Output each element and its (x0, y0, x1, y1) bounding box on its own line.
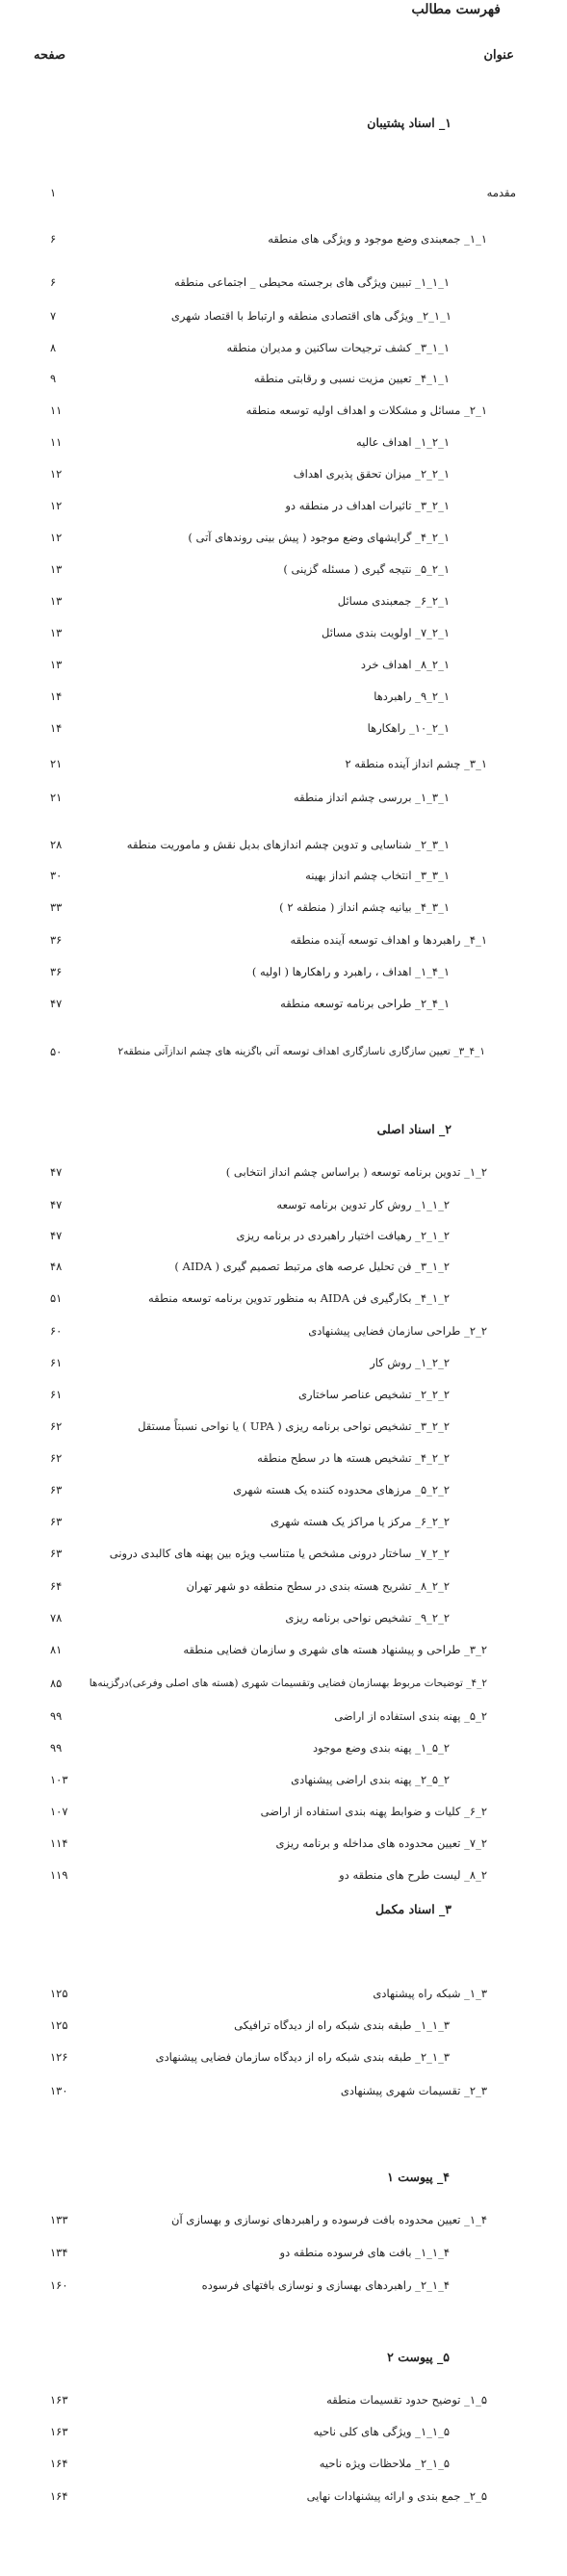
toc-entry (0, 1448, 567, 1468)
toc-entry-title: ۱_۴_۲_ طراحی برنامه توسعه منطقه (280, 997, 450, 1010)
toc-entry (0, 898, 567, 917)
toc-entry (0, 994, 567, 1013)
toc-entry-page-number: ۱ (50, 186, 57, 199)
toc-entry-title: ۵_۱_ توضیح حدود تقسیمات منطقه (326, 2393, 487, 2407)
toc-entry-page-number: ۱۱ (50, 435, 63, 449)
toc-entry-title: ۲_۵_ پهنه بندی استفاده از اراضی (334, 1709, 487, 1723)
toc-entry (0, 1834, 567, 1853)
toc-entry (0, 1706, 567, 1726)
toc-entry-page-number: ۶۳ (50, 1483, 63, 1496)
toc-entry-page-number: ۸۱ (50, 1643, 63, 1656)
toc-entry-page-number: ۹۹ (50, 1709, 63, 1723)
toc-entry-title: ۳_۱_۲_ طبقه بندی شبکه راه از دیدگاه سازمان فضایی پیشنهادی (155, 2050, 450, 2064)
toc-entry-page-number: ۸ (50, 341, 57, 354)
toc-entry-title: ۵_ پیوست ۲ (387, 2350, 450, 2364)
toc-entry-title: ۲_۲_۶_ مرکز یا مراکز یک هسته شهری (270, 1515, 450, 1528)
toc-entry-title: ۲_۱_۱_ روش کار تدوین برنامه توسعه (276, 1198, 450, 1211)
toc-entry-title: ۲_۲_۷_ ساختار درونی مشخص یا متناسب ویژه بین پهنه های کالبدی درونی (109, 1547, 450, 1560)
toc-entry (0, 2047, 567, 2067)
toc-entry (0, 1576, 567, 1596)
toc-entry-title: ۱_۲_۸_ اهداف خرد (360, 658, 450, 671)
toc-entry-title: ۲_۲_۸_ تشریح هسته بندی در سطح منطقه دو شهر تهران (186, 1579, 450, 1593)
toc-section-heading (0, 1120, 567, 1139)
toc-entry (0, 1802, 567, 1821)
toc-entry (0, 835, 567, 854)
toc-entry-title: ۱_۴_۱_ اهداف ، راهبرد و راهکارها ( اولیه ) (251, 965, 450, 978)
toc-section-heading (0, 114, 567, 133)
toc-entry (0, 2454, 567, 2473)
toc-entry-title: ۲_۱_ تدوین برنامه توسعه ( براساس چشم انداز انتخابی ) (225, 1165, 487, 1179)
toc-entry (0, 591, 567, 611)
toc-entry-title: ۲_۳_ طراحی و پیشنهاد هسته های شهری و سازمان فضایی منطقه (183, 1643, 487, 1656)
toc-entry-page-number: ۱۳۴ (50, 2246, 68, 2259)
toc-entry (0, 1640, 567, 1659)
toc-entry-page-number: ۱۶۴ (50, 2457, 68, 2470)
page-title: فهرست مطالب (411, 2, 501, 17)
toc-section-heading (0, 2168, 567, 2187)
toc-entry (0, 1321, 567, 1340)
toc-entry-page-number: ۱۲۵ (50, 1987, 68, 2000)
toc-entry (0, 718, 567, 738)
toc-entry-page-number: ۱۴ (50, 721, 63, 735)
toc-entry (0, 1984, 567, 2003)
toc-entry-title: ۲_۲_۱_ روش کار (370, 1356, 450, 1369)
toc-entry-page-number: ۱۶۰ (50, 2278, 68, 2292)
toc-entry (0, 1480, 567, 1499)
toc-entry-page-number: ۶۱ (50, 1388, 63, 1401)
toc-entry-page-number: ۴۷ (50, 1198, 63, 1211)
toc-entry (0, 2210, 567, 2229)
toc-entry-title: ۱_۴_ راهبردها و اهداف توسعه آینده منطقه (290, 933, 487, 947)
toc-entry-page-number: ۱۳ (50, 562, 63, 576)
toc-entry-page-number: ۴۷ (50, 997, 63, 1010)
toc-entry (0, 930, 567, 950)
toc-entry (0, 306, 567, 325)
toc-entry-title: ۱_۱_۲_ ویژگی های اقتصادی منطقه و ارتباط با اقتصاد شهری (170, 309, 451, 323)
toc-entry (0, 2081, 567, 2100)
toc-entry-page-number: ۱۳ (50, 658, 63, 671)
toc-entry-page-number: ۳۶ (50, 965, 63, 978)
toc-entry-page-number: ۶۳ (50, 1515, 63, 1528)
toc-entry-title: ۲_۵_۱_ پهنه بندی وضع موجود (313, 1741, 450, 1755)
toc-entry (0, 1738, 567, 1757)
toc-entry-page-number: ۱۳ (50, 626, 63, 639)
toc-entry (0, 2016, 567, 2035)
toc-entry-page-number: ۶۴ (50, 1579, 63, 1593)
toc-entry-title: ۴_۱_۱_ بافت های فرسوده منطقه دو (279, 2246, 450, 2259)
toc-entry (0, 1288, 567, 1308)
toc-entry (0, 401, 567, 420)
toc-entry (0, 2486, 567, 2506)
toc-entry-page-number: ۱۳ (50, 594, 63, 608)
toc-entry (0, 866, 567, 885)
toc-entry-page-number: ۶۳ (50, 1547, 63, 1560)
toc-entry-title: ۲_۸_ لیست طرح های منطقه دو (339, 1868, 487, 1882)
toc-entry-title: ۱_۳_ چشم انداز آینده منطقه ۲ (345, 757, 487, 770)
toc-entry (0, 273, 567, 292)
toc-entry-title: ۱_۲_۲_ میزان تحقق پذیری اهداف (293, 467, 450, 481)
toc-entry (0, 2390, 567, 2409)
toc-entry (0, 1865, 567, 1885)
toc-entry-page-number: ۴۸ (50, 1260, 63, 1273)
toc-entry-page-number: ۱۶۳ (50, 2425, 68, 2438)
toc-entry (0, 1544, 567, 1563)
column-header-title: عنوان (483, 48, 514, 63)
toc-entry (0, 559, 567, 579)
toc-entry (0, 229, 567, 248)
toc-entry-title: ۱_۱_۴_ تعیین مزیت نسبی و رقابتی منطقه (253, 372, 450, 385)
toc-entry (0, 687, 567, 706)
toc-entry-title: ۱_۱_ جمعبندی وضع موجود و ویژگی های منطقه (268, 232, 487, 246)
toc-entry-page-number: ۱۳۰ (50, 2084, 68, 2097)
toc-entry (0, 1226, 567, 1245)
toc-entry (0, 1353, 567, 1372)
toc-entry-page-number: ۷ (50, 309, 57, 323)
toc-entry-title: ۴_ پیوست ۱ (387, 2170, 450, 2184)
toc-entry (0, 1674, 567, 1693)
toc-entry (0, 1385, 567, 1404)
toc-entry-title: ۱_۳_۴_ بیانیه چشم انداز ( منطقه ۲ ) (279, 900, 450, 914)
toc-entry (0, 623, 567, 642)
toc-entry-title: ۱_۳_۳_ انتخاب چشم انداز بهینه (305, 869, 450, 882)
toc-entry (0, 338, 567, 357)
toc-entry (0, 2422, 567, 2441)
toc-entry-page-number: ۹۹ (50, 1741, 63, 1755)
toc-entry-page-number: ۱۰۷ (50, 1805, 68, 1818)
toc-entry-page-number: ۱۳۳ (50, 2213, 68, 2226)
toc-entry-page-number: ۳۰ (50, 869, 63, 882)
toc-entry-page-number: ۶۰ (50, 1324, 63, 1338)
column-header-page: صفحه (34, 48, 65, 63)
toc-entry-title: ۱_۴_۳_ تعیین سازگاری ناسازگاری اهداف توسعه آتی باگزینه های چشم اندازآتی منطقه۲ (117, 1046, 485, 1057)
toc-entry-title: ۵_۱_۱_ ویژگی های کلی ناحیه (313, 2425, 450, 2438)
toc-entry-page-number: ۶۲ (50, 1419, 63, 1433)
toc-entry-title: ۲_۲_۹_ تشخیص نواحی برنامه ریزی (285, 1611, 450, 1625)
toc-entry-page-number: ۱۶۳ (50, 2393, 68, 2407)
toc-entry-title: ۲_ اسناد اصلی (376, 1122, 451, 1136)
toc-entry-page-number: ۱۲ (50, 467, 63, 481)
toc-entry-page-number: ۴۷ (50, 1165, 63, 1179)
toc-entry-title: ۵_۲_ جمع بندی و ارائه پیشنهادات نهایی (306, 2489, 487, 2503)
toc-entry (0, 962, 567, 981)
toc-entry (0, 1195, 567, 1214)
toc-entry-page-number: ۱۲۶ (50, 2050, 68, 2064)
toc-entry-page-number: ۲۸ (50, 838, 63, 851)
toc-entry (0, 1770, 567, 1789)
toc-section-heading (0, 2348, 567, 2367)
toc-entry-page-number: ۹ (50, 372, 57, 385)
toc-entry-page-number: ۶۱ (50, 1356, 63, 1369)
toc-entry-page-number: ۱۰۳ (50, 1773, 68, 1786)
toc-entry-page-number: ۳۶ (50, 933, 63, 947)
toc-entry-title: ۲_۲_۲_ تشخیص عناصر ساختاری (298, 1388, 450, 1401)
toc-entry (0, 655, 567, 674)
toc-entry-title: ۱_۳_۲_ شناسایی و تدوین چشم اندازهای بدیل نقش و ماموریت منطقه (126, 838, 450, 851)
toc-entry-title: ۱_۲_۱۰_ راهکارها (367, 721, 450, 735)
toc-entry-title: ۱_ اسناد پشتیبان (367, 116, 451, 130)
toc-entry-title: ۲_۲_۵_ مرزهای محدوده کننده یک هسته شهری (233, 1483, 450, 1496)
toc-entry-title: ۱_۲_۵_ نتیجه گیری ( مسئله گزینی ) (283, 562, 450, 576)
toc-entry (0, 183, 567, 202)
toc-entry-title: ۳_۱_۱_ طبقه بندی شبکه راه از دیدگاه ترافیکی (234, 2018, 450, 2032)
toc-entry-page-number: ۶ (50, 275, 57, 289)
toc-entry-title: ۲_۲_ طراحی سازمان فضایی پیشنهادی (308, 1324, 487, 1338)
toc-entry-page-number: ۱۶۴ (50, 2489, 68, 2503)
toc-entry (0, 496, 567, 515)
toc-entry (0, 2243, 567, 2262)
toc-entry (0, 528, 567, 547)
toc-entry-page-number: ۱۲ (50, 531, 63, 544)
toc-entry-page-number: ۳۳ (50, 900, 63, 914)
toc-entry-title: ۱_۲_۳_ تاثیرات اهداف در منطقه دو (285, 499, 450, 512)
toc-section-heading (0, 1900, 567, 1919)
toc-entry-title: ۴_۱_۲_ راهبردهای بهسازی و نوسازی بافتهای فرسوده (201, 2278, 450, 2292)
toc-entry-page-number: ۱۴ (50, 690, 63, 703)
toc-entry-title: ۱_۲_۹_ راهبردها (374, 690, 450, 703)
toc-entry-page-number: ۱۲ (50, 499, 63, 512)
toc-entry-title: ۲_۶_ کلیات و ضوابط پهنه بندی استفاده از اراضی (260, 1805, 487, 1818)
toc-entry-title: ۲_۵_۲_ پهنه بندی اراضی پیشنهادی (291, 1773, 450, 1786)
toc-entry-title: ۲_۲_۳_ تشخیص نواحی برنامه ریزی ( UPA ) یا نواحی نسبتاً مستقل (138, 1419, 450, 1433)
toc-entry-page-number: ۵۰ (50, 1045, 63, 1058)
toc-entry-title: ۲_۲_۴_ تشخیص هسته ها در سطح منطقه (257, 1451, 450, 1465)
toc-entry-page-number: ۶۲ (50, 1451, 63, 1465)
toc-entry-title: ۲_۴_ توضیحات مربوط بهسازمان فضایی وتقسیمات شهری (هسته های اصلی وفرعی)درگزینه‌ها (89, 1678, 487, 1689)
toc-entry-title: ۱_۲_۴_ گرایشهای وضع موجود ( پیش بینی روندهای آتی ) (188, 531, 450, 544)
toc-entry-page-number: ۵۱ (50, 1291, 63, 1305)
toc-entry (0, 1042, 567, 1061)
toc-entry (0, 432, 567, 452)
toc-entry-page-number: ۸۵ (50, 1677, 63, 1690)
toc-entry-title: ۱_۳_۱_ بررسی چشم انداز منطقه (293, 791, 450, 804)
toc-entry (0, 788, 567, 807)
toc-entry-title: ۲_۱_۲_ رهیافت اختیار راهبردی در برنامه ریزی (236, 1229, 450, 1242)
toc-entry-title: ۲_۱_۴_ بکارگیری فن AIDA به منظور تدوین برنامه توسعه منطقه (147, 1291, 450, 1305)
toc-entry-title: ۱_۱_۳_ کشف ترجیحات ساکنین و مدیران منطقه (226, 341, 450, 354)
toc-entry-page-number: ۶ (50, 232, 57, 246)
toc-entry (0, 464, 567, 483)
toc-entry (0, 1257, 567, 1276)
toc-entry (0, 754, 567, 773)
toc-entry (0, 1162, 567, 1182)
toc-entry (0, 1512, 567, 1531)
toc-entry (0, 369, 567, 388)
toc-entry-title: ۳_۲_ تقسیمات شهری پیشنهادی (340, 2084, 487, 2097)
toc-entry-page-number: ۴۷ (50, 1229, 63, 1242)
toc-entry-page-number: ۱۲۵ (50, 2018, 68, 2032)
toc-entry-title: ۱_۲_۱_ اهداف عالیه (355, 435, 450, 449)
toc-entry (0, 2276, 567, 2295)
toc-entry-title: مقدمه (486, 186, 516, 199)
toc-entry-title: ۴_۱_ تعیین محدوده بافت فرسوده و راهبردهای نوسازی و بهسازی آن (171, 2213, 487, 2226)
toc-entry-page-number: ۱۱۴ (50, 1836, 68, 1850)
toc-entry (0, 1608, 567, 1627)
toc-entry-page-number: ۱۱ (50, 403, 63, 417)
toc-entry-page-number: ۱۱۹ (50, 1868, 68, 1882)
toc-entry-title: ۱_۲_۶_ جمعبندی مسائل (337, 594, 450, 608)
toc-entry-title: ۲_۱_۳_ فن تحلیل عرصه های مرتبط تصمیم گیری ( AIDA ) (174, 1260, 450, 1273)
toc-entry-title: ۲_۷_ تعیین محدوده های مداخله و برنامه ریزی (275, 1836, 487, 1850)
toc-entry-page-number: ۷۸ (50, 1611, 63, 1625)
toc-entry-page-number: ۲۱ (50, 791, 63, 804)
toc-entry-page-number: ۲۱ (50, 757, 63, 770)
toc-entry-title: ۵_۱_۲_ ملاحظات ویژه ناحیه (319, 2457, 450, 2470)
toc-entry-title: ۱_۲_۷_ اولویت بندی مسائل (321, 626, 450, 639)
toc-entry-title: ۱_۲_ مسائل و مشکلات و اهداف اولیه توسعه منطقه (245, 403, 487, 417)
toc-entry (0, 1417, 567, 1436)
toc-entry-title: ۱_۱_۱_ تبیین ویژگی های برجسته محیطی _ اجتماعی منطقه (174, 275, 450, 289)
toc-entry-title: ۳_ اسناد مکمل (374, 1902, 451, 1916)
toc-entry-title: ۳_۱_ شبکه راه پیشنهادی (373, 1987, 487, 2000)
